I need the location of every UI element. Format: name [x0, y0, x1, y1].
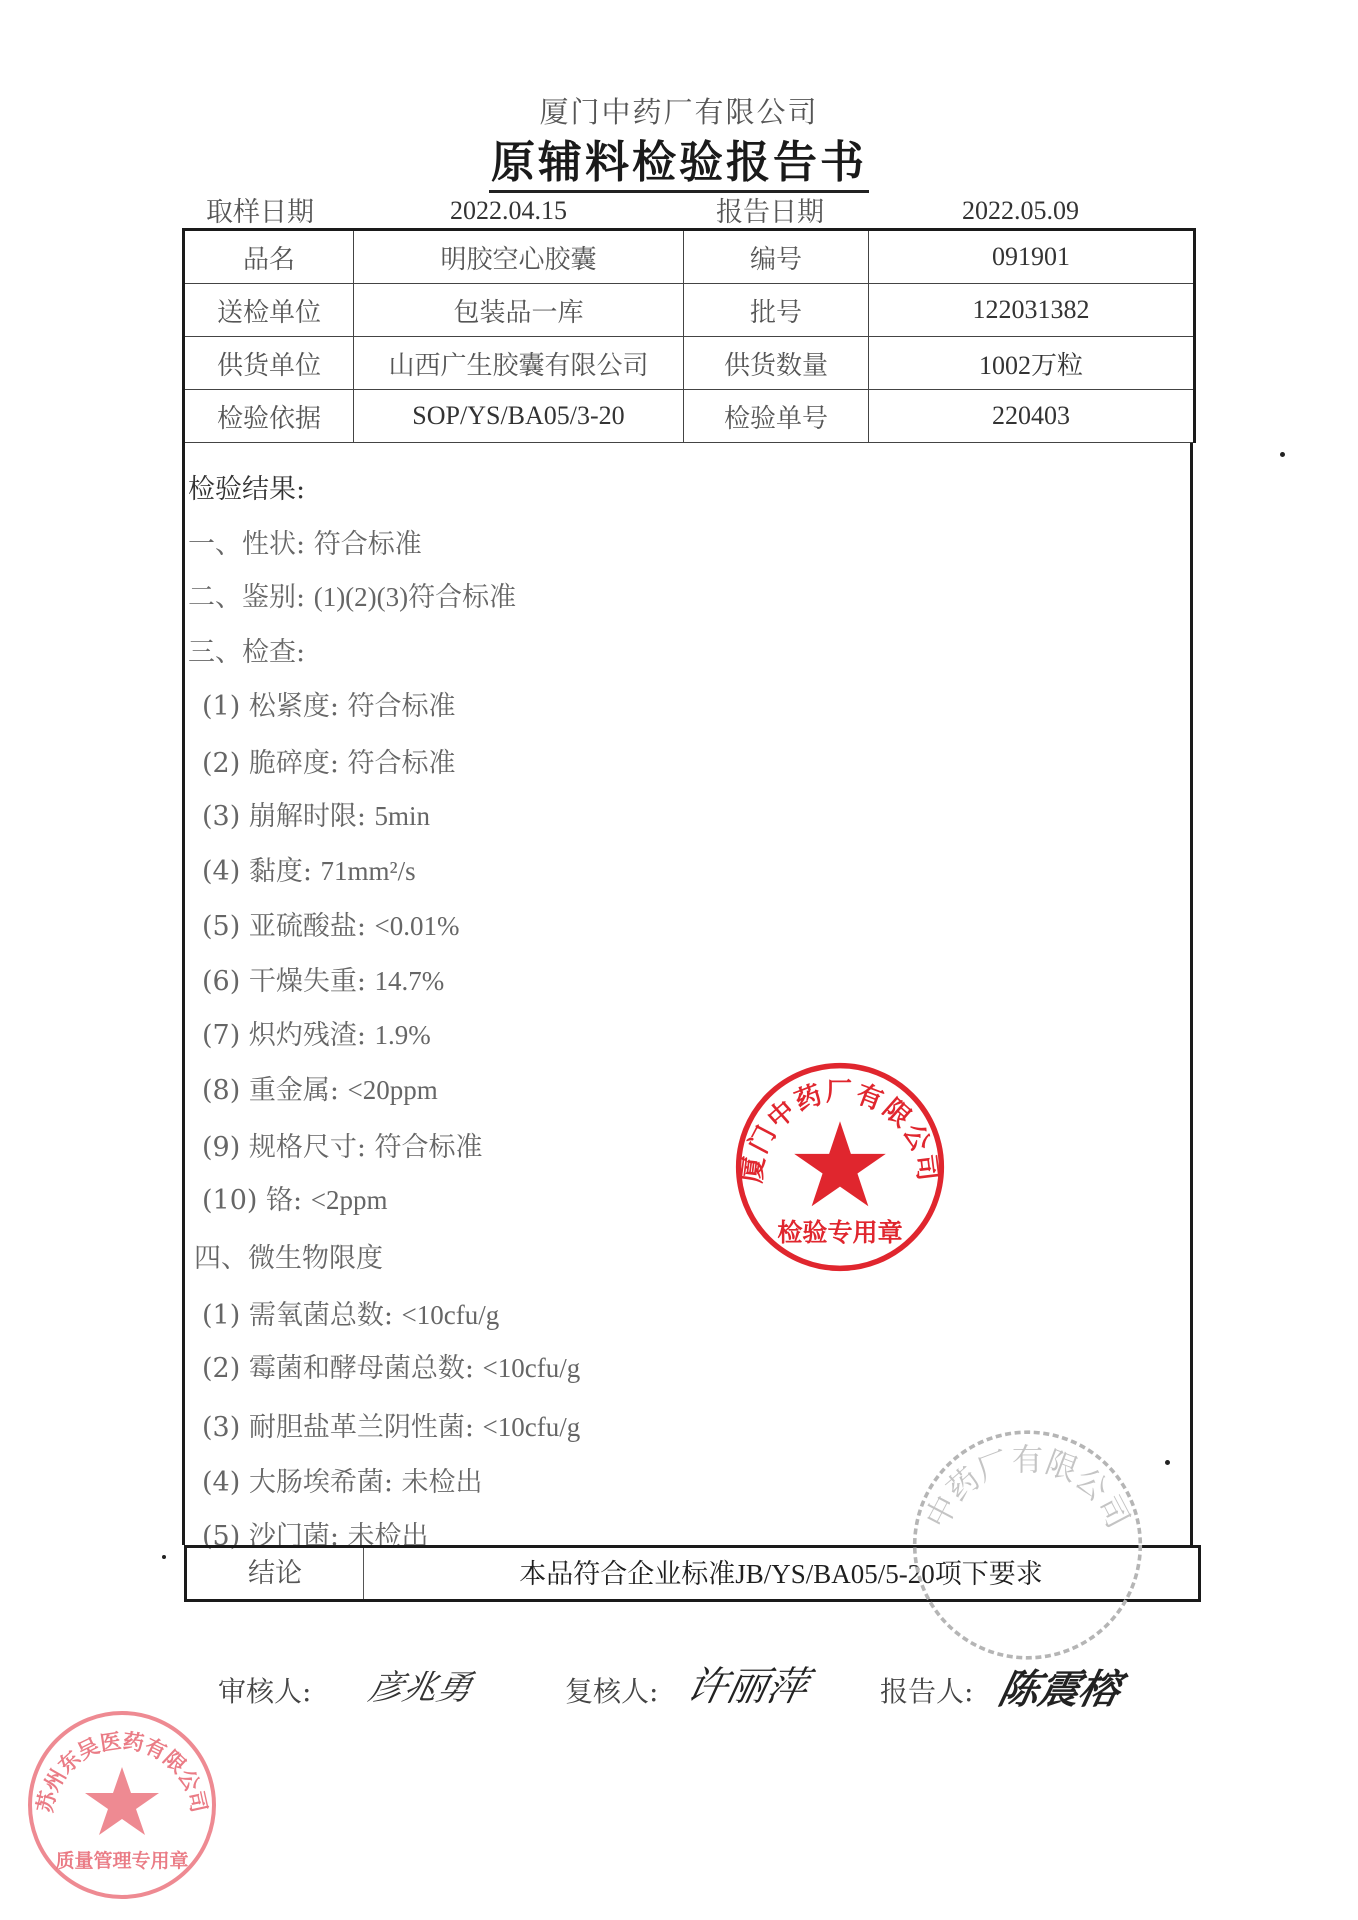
item-name: 霉菌和酵母菌总数: [248, 1353, 474, 1384]
item-num: (5) [202, 1521, 241, 1552]
results-heading: 检验结果: [188, 474, 306, 505]
item-name: 大肠埃希菌: [248, 1467, 393, 1498]
item-num: (8) [202, 1075, 241, 1106]
cell-label: 送检单位 [184, 284, 354, 337]
item-name: 亚硫酸盐: [248, 911, 366, 942]
item-num: (1) [202, 691, 241, 722]
item-value: 71mm²/s [320, 856, 416, 886]
item-value: 5min [374, 801, 431, 831]
section-label: 二、鉴别: [188, 582, 306, 613]
item-num: (4) [202, 1467, 241, 1498]
check-item [202, 849, 416, 888]
item-value: 未检出 [347, 1521, 429, 1551]
item-name: 脆碎度: [248, 748, 339, 779]
item-name: 松紧度: [248, 691, 339, 722]
report-date-label: 报告日期 [716, 197, 824, 228]
micro-item [202, 1346, 580, 1385]
report-date-value: 2022.05.09 [962, 196, 1079, 225]
check-item [202, 904, 460, 943]
check-item [202, 1013, 431, 1052]
section-value: 符合标准 [313, 529, 422, 559]
check-item [202, 1068, 438, 1107]
scan-speck [1280, 452, 1285, 457]
cell-value: 091901 [869, 230, 1195, 284]
table-row [184, 284, 1195, 337]
scan-speck [162, 1555, 166, 1559]
conclusion-text: 本品符合企业标准JB/YS/BA05/5-20项下要求 [519, 1559, 1043, 1589]
item-num: (10) [202, 1185, 258, 1216]
section-label: 三、检查: [188, 637, 306, 668]
item-value: <10cfu/g [482, 1412, 581, 1442]
cell-label: 检验依据 [184, 390, 354, 443]
item-num: (4) [202, 856, 241, 887]
item-num: (3) [202, 1412, 241, 1443]
item-num: (6) [202, 966, 241, 997]
result-line [188, 522, 422, 561]
item-num: (7) [202, 1020, 241, 1051]
check-item [202, 1125, 483, 1164]
item-name: 需氧菌总数: [248, 1300, 393, 1331]
item-value: 1.9% [374, 1020, 431, 1050]
result-line [194, 1236, 383, 1275]
cell-value: 122031382 [869, 284, 1195, 337]
item-value: <10cfu/g [482, 1353, 581, 1383]
reviewer-label: 审核人: [218, 1675, 312, 1708]
micro-item [202, 1405, 580, 1444]
item-value: <20ppm [347, 1075, 438, 1105]
item-name: 黏度: [248, 856, 312, 887]
result-line [188, 630, 305, 669]
item-value: 符合标准 [374, 1132, 483, 1162]
item-name: 沙门菌: [248, 1521, 339, 1552]
faded-stamp [905, 1425, 1150, 1665]
cell-value: SOP/YS/BA05/3-20 [354, 390, 684, 443]
micro-item [202, 1460, 483, 1499]
cell-value: 1002万粒 [869, 337, 1195, 390]
red-seal-icon [730, 1058, 950, 1276]
sample-date-value: 2022.04.15 [450, 196, 567, 225]
item-num: (2) [202, 748, 241, 779]
svg-text:检验专用章: 检验专用章 [777, 1218, 903, 1248]
check-item [202, 959, 444, 998]
item-value: 符合标准 [347, 691, 456, 721]
svg-text:中药厂有限公司: 中药厂有限公司 [919, 1442, 1136, 1535]
reporter-label: 报告人: [880, 1675, 974, 1708]
item-value: 14.7% [374, 966, 445, 996]
cell-value: 山西广生胶囊有限公司 [354, 337, 684, 390]
item-value: <2ppm [310, 1185, 388, 1215]
table-row [184, 390, 1195, 443]
cell-label: 供货单位 [184, 337, 354, 390]
pink-seal-icon [22, 1705, 222, 1905]
section-label: 一、性状: [188, 529, 306, 560]
cell-label: 批号 [684, 284, 869, 337]
item-num: (2) [202, 1353, 241, 1384]
item-value: <0.01% [374, 911, 460, 941]
item-value: 符合标准 [347, 748, 456, 778]
item-num: (9) [202, 1132, 241, 1163]
item-num: (3) [202, 801, 241, 832]
section-label: 四、微生物限度 [194, 1243, 383, 1274]
table-row [184, 337, 1195, 390]
reporter-signature: 陈震榕 [994, 1666, 1125, 1713]
item-name: 铬: [266, 1185, 303, 1216]
cell-value: 220403 [869, 390, 1195, 443]
item-name: 耐胆盐革兰阴性菌: [248, 1412, 474, 1443]
check-item [202, 741, 456, 780]
cell-value: 明胶空心胶囊 [354, 230, 684, 284]
item-num: (1) [202, 1300, 241, 1331]
info-table [182, 228, 1196, 443]
item-value: <10cfu/g [401, 1300, 500, 1330]
cell-label: 检验单号 [684, 390, 869, 443]
svg-text:厦门中药厂有限公司: 厦门中药厂有限公司 [737, 1077, 943, 1185]
cell-label: 供货数量 [684, 337, 869, 390]
cell-label: 编号 [684, 230, 869, 284]
document-title-text: 原辅料检验报告书 [489, 137, 869, 193]
cell-label: 品名 [184, 230, 354, 284]
item-name: 重金属: [248, 1075, 339, 1106]
svg-text:质量管理专用章: 质量管理专用章 [55, 1850, 189, 1872]
micro-item [202, 1293, 499, 1332]
company-name: 厦门中药厂有限公司 [539, 95, 819, 129]
check-item [202, 1178, 387, 1217]
check-item [202, 794, 430, 833]
svg-text:苏州东吴医药有限公司: 苏州东吴医药有限公司 [32, 1728, 212, 1815]
result-line [188, 575, 516, 614]
item-name: 干燥失重: [248, 966, 366, 997]
section-value: (1)(2)(3)符合标准 [313, 582, 517, 612]
item-name: 崩解时限: [248, 801, 366, 832]
item-name: 炽灼残渣: [248, 1020, 366, 1051]
table-row [184, 230, 1195, 284]
conclusion-label: 结论 [187, 1548, 364, 1599]
item-num: (5) [202, 911, 241, 942]
document-title [0, 126, 1358, 190]
cell-value: 包装品一库 [354, 284, 684, 337]
sample-date-label: 取样日期 [206, 197, 314, 228]
inspection-stamp [730, 1058, 950, 1276]
check-item [202, 684, 456, 723]
scan-speck [1165, 1460, 1170, 1465]
faded-stamp-icon [905, 1425, 1150, 1665]
item-value: 未检出 [401, 1467, 483, 1497]
quality-stamp [22, 1705, 222, 1905]
item-name: 规格尺寸: [248, 1132, 366, 1163]
rechecker-signature: 许丽萍 [682, 1664, 813, 1710]
rechecker-label: 复核人: [565, 1675, 659, 1708]
reviewer-signature: 彦兆勇 [365, 1668, 476, 1708]
